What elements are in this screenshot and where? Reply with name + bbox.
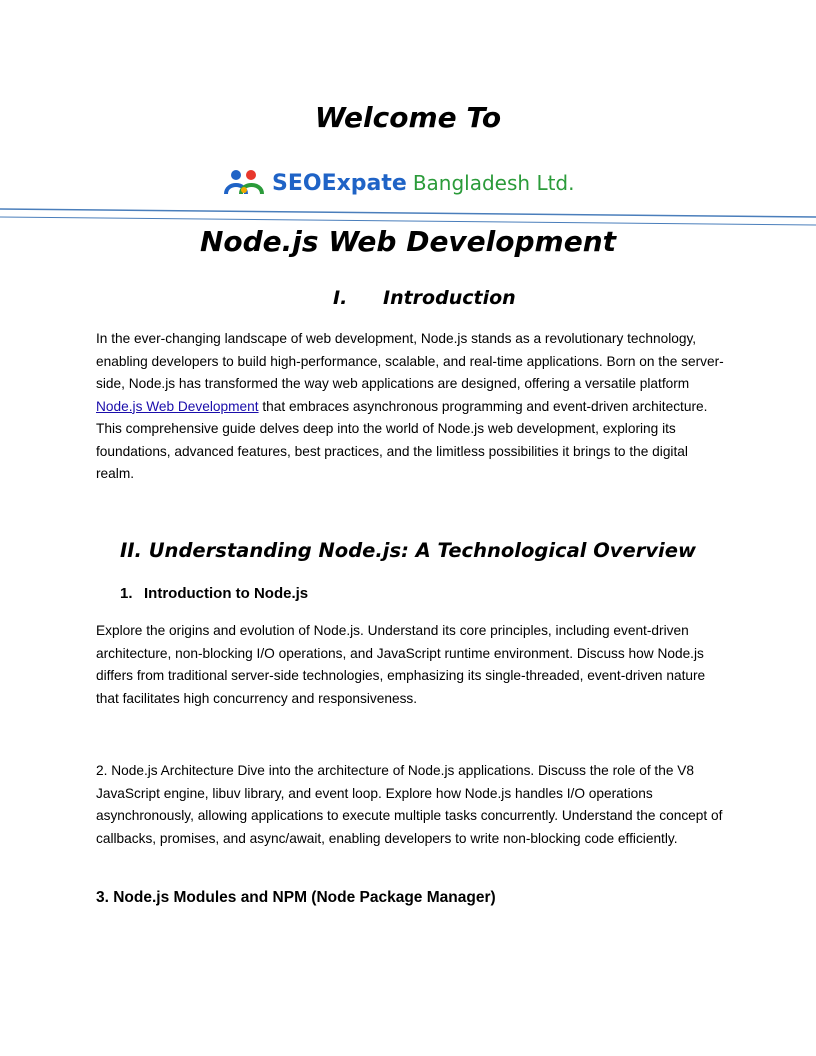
logo-bangladesh: Bangladesh Ltd. (412, 170, 575, 195)
nodejs-web-development-link[interactable]: Node.js Web Development (96, 398, 259, 414)
logo-people-icon (222, 168, 266, 198)
company-logo (222, 167, 602, 199)
welcome-heading: Welcome To (314, 101, 502, 134)
sub1-heading: Introduction to Node.js (144, 585, 309, 602)
section2-heading: II. Understanding Node.js: A Technological Overview (120, 539, 696, 562)
intro-heading: Introduction (383, 287, 516, 309)
intro-numeral: I. (333, 287, 348, 309)
sub1-paragraph: Explore the origins and evolution of Node.js. Understand its core principles, including event-driven architecture, non-blocking I/O operations, and JavaScript runtime environment. Discuss how Node.js differs from traditional server-side technologies, emphasizing its single-threaded, event-driven nature that facilitates high concurrency and responsiveness. (96, 623, 706, 706)
sub2-paragraph: 2. Node.js Architecture Dive into the architecture of Node.js applications. Discuss the role of the V8 JavaScript engine, libuv library, and event loop. Explore how Node.js handles I/O operations asynchronously, allowing applications to execute multiple tasks concurrently. Understand the concept of callbacks, promises, and async/await, enabling developers to write non-blocking code efficiently. (96, 763, 723, 846)
logo-expate: Expate (321, 170, 407, 196)
sub1-number: 1. (120, 585, 133, 602)
intro-paragraph: In the ever-changing landscape of web development, Node.js stands as a revolutionary technology, enabling developers to build high-performance, scalable, and real-time applications. Born on the server-side, Node.js has transformed the way web applications are designed, offering a versatile platform Node.js Web Development that embraces asynchronous programming and event-driven architecture. This comprehensive guide delves deep into the world of Node.js web development, exploring its foundations, advanced features, best practices, and the limitless possibilities it brings to the digital realm. (96, 331, 724, 481)
logo-seo: SEO (272, 170, 322, 196)
sub3-heading: 3. Node.js Modules and NPM (Node Package Manager) (96, 889, 496, 906)
page-title: Node.js Web Development (199, 225, 617, 258)
logo-wordmark (272, 167, 574, 200)
